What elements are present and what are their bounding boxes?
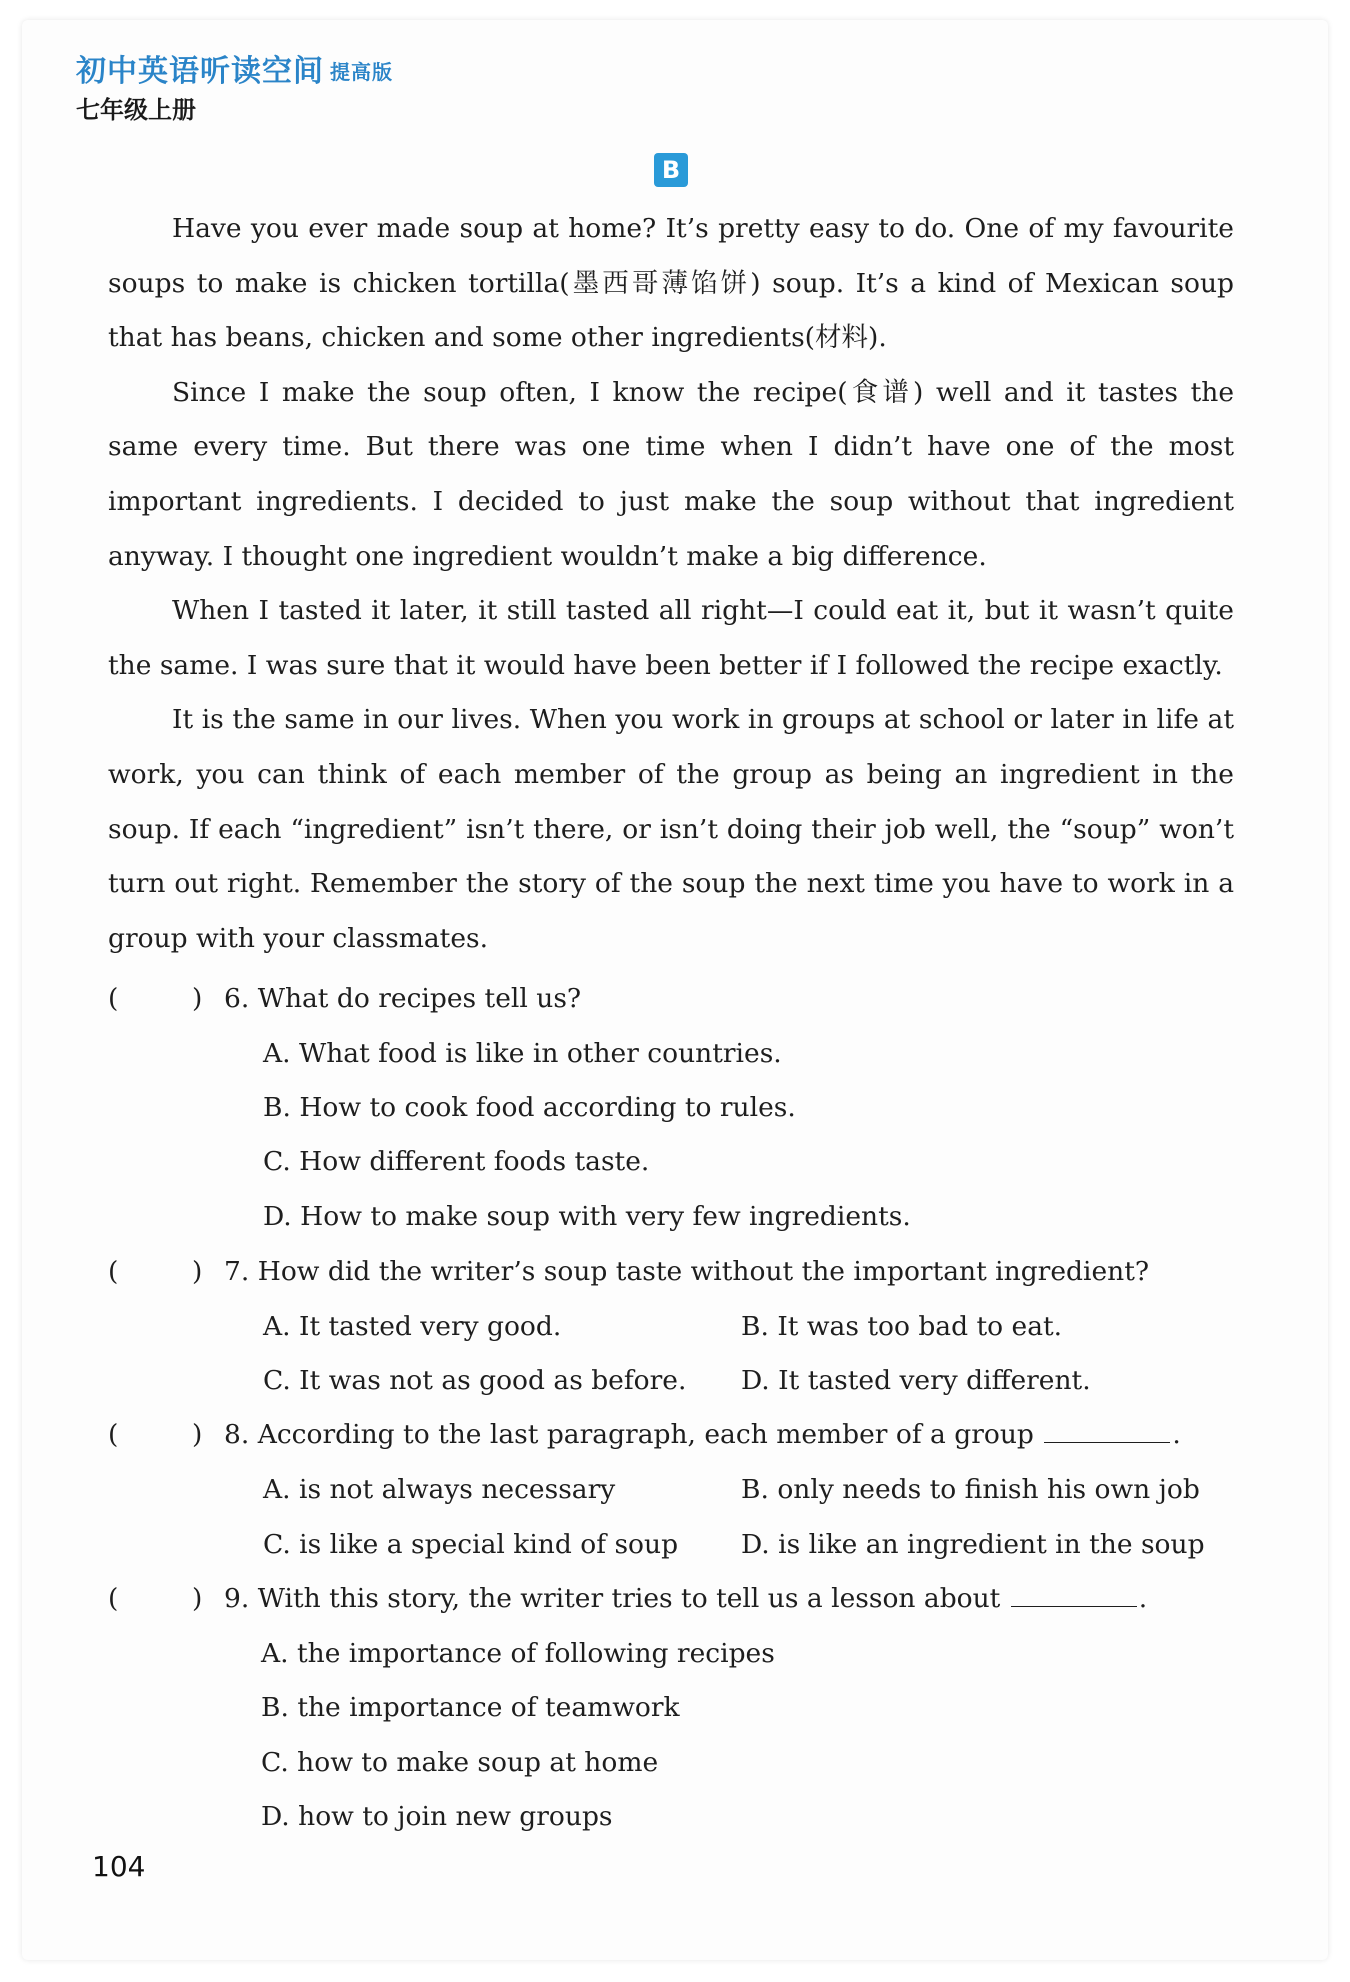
- paren-open: (: [108, 1419, 119, 1450]
- question-stem: 7. How did the writer’s soup taste without the important ingredient?: [224, 1256, 1150, 1287]
- option-a: A. What food is like in other countries.: [263, 1038, 782, 1069]
- period: .: [1138, 1583, 1148, 1614]
- option-b: B. It was too bad to eat.: [741, 1311, 1063, 1342]
- option-c: C. It was not as good as before.: [263, 1365, 687, 1396]
- paren-close: ): [192, 1419, 203, 1450]
- blank-line[interactable]: [1044, 1420, 1170, 1443]
- option-d: D. is like an ingredient in the soup: [741, 1529, 1205, 1560]
- option-d: D. It tasted very different.: [741, 1365, 1091, 1396]
- passage-paragraph: When I tasted it later, it still tasted all right—I could eat it, but it wasn’t quite the same. I was sure that it would have been better if I followed the recipe exactly.: [108, 595, 1234, 681]
- option-b: B. the importance of teamwork: [261, 1692, 680, 1723]
- paren-open: (: [108, 1583, 119, 1614]
- question-stem-text: 8. According to the last paragraph, each member of a group: [224, 1419, 1034, 1450]
- passage-paragraph: Since I make the soup often, I know the recipe(食谱) well and it tastes the same every time. But there was one time when I didn’t have one of the most important ingredients. I decided to just make the soup without that ingredient anyway. I thought one ingredient wouldn’t make a big difference.: [108, 376, 1234, 572]
- option-a: A. It tasted very good.: [263, 1311, 562, 1342]
- paren-close: ): [192, 983, 203, 1014]
- option-a: A. the importance of following recipes: [261, 1638, 775, 1669]
- book-edition: 提高版: [330, 60, 393, 84]
- option-d: D. How to make soup with very few ingredients.: [263, 1201, 911, 1232]
- question-stem: 6. What do recipes tell us?: [224, 983, 582, 1014]
- book-title: [76, 46, 393, 90]
- option-c: C. How different foods taste.: [263, 1146, 650, 1177]
- option-b: B. only needs to finish his own job: [741, 1474, 1200, 1505]
- paren-open: (: [108, 983, 119, 1014]
- paren-close: ): [192, 1583, 203, 1614]
- page-number: 104: [92, 1850, 146, 1883]
- book-title-text: 初中英语听读空间: [76, 54, 324, 89]
- option-c: C. how to make soup at home: [261, 1747, 659, 1778]
- paren-close: ): [192, 1256, 203, 1287]
- section-badge: B: [654, 153, 688, 187]
- passage-paragraph: It is the same in our lives. When you work in groups at school or later in life at work, you can think of each member of the group as being an ingredient in the soup. If each “ingredient” isn’t there, or isn’t doing their job well, the “soup” won’t turn out right. Remember the story of the soup the next time you have to work in a group with your classmates.: [108, 704, 1234, 954]
- option-c: C. is like a special kind of soup: [263, 1529, 679, 1560]
- question-stem: [224, 1419, 1181, 1450]
- paren-open: (: [108, 1256, 119, 1287]
- option-d: D. how to join new groups: [261, 1801, 613, 1832]
- reading-passage: [108, 202, 1234, 966]
- question-stem-text: 9. With this story, the writer tries to tell us a lesson about: [224, 1583, 1001, 1614]
- option-a: A. is not always necessary: [263, 1474, 616, 1505]
- blank-line[interactable]: [1011, 1584, 1137, 1607]
- passage-paragraph: Have you ever made soup at home? It’s pretty easy to do. One of my favourite soups to make is chicken tortilla(墨西哥薄馅饼) soup. It’s a kind of Mexican soup that has beans, chicken and some other ingredients(材料).: [108, 213, 1234, 354]
- period: .: [1172, 1419, 1181, 1450]
- question-stem: [224, 1583, 1147, 1614]
- book-grade: 七年级上册: [76, 96, 196, 124]
- option-b: B. How to cook food according to rules.: [263, 1092, 796, 1123]
